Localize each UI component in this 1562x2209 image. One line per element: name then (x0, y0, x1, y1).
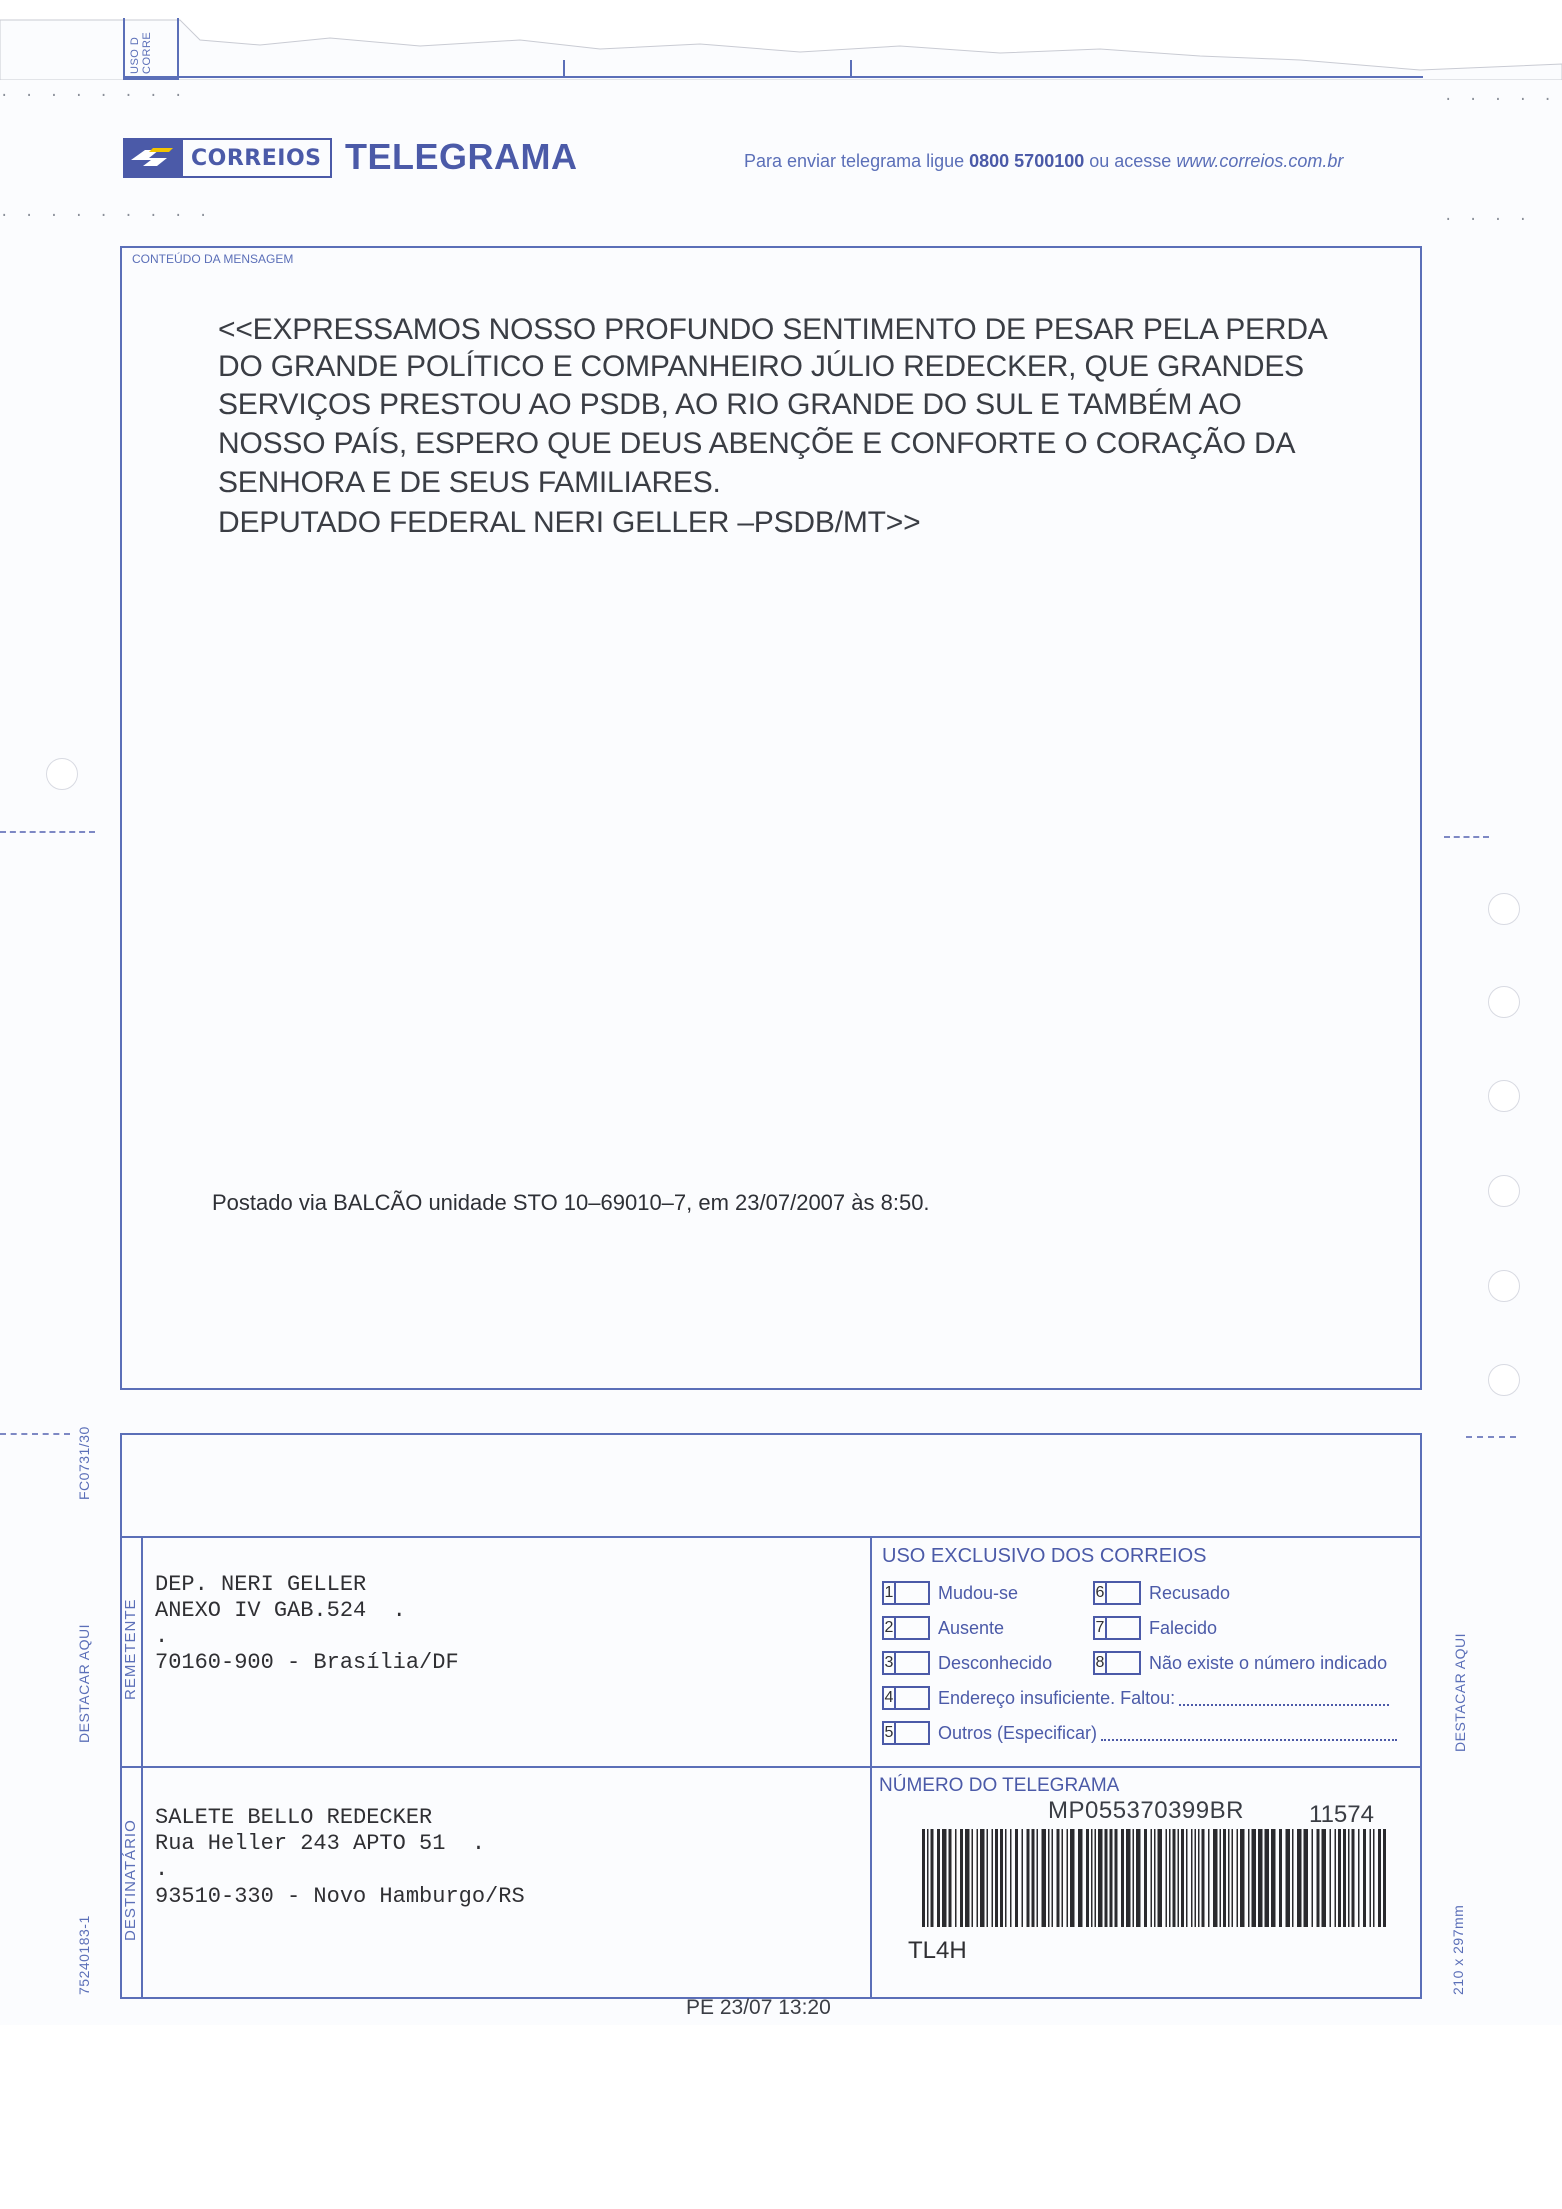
option-label: Desconhecido (938, 1652, 1053, 1673)
top-rule (123, 76, 1423, 78)
sender-line: 70160-900 - Brasília/DF (155, 1650, 459, 1675)
message-line: DO GRANDE POLÍTICO E COMPANHEIRO JÚLIO REDECKER, QUE GRANDES (218, 350, 1304, 383)
service-code: TL4H (908, 1937, 967, 1964)
option-endereco-insuficiente (882, 1685, 1389, 1711)
document-title: TELEGRAMA (345, 136, 578, 177)
posted-info: Postado via BALCÃO unidade STO 10–69010–7, em 23/07/2007 às 8:50. (212, 1190, 930, 1215)
punch-hole (1488, 893, 1520, 925)
option-number: 1 (882, 1581, 896, 1605)
recipient-line: 93510-330 - Novo Hamburgo/RS (155, 1884, 525, 1909)
message-label: CONTEÚDO DA MENSAGEM (132, 252, 294, 266)
option-number: 2 (882, 1616, 896, 1640)
sender-label: REMETENTE (122, 1598, 139, 1700)
sender-line: ANEXO IV GAB.524 . (155, 1598, 406, 1623)
option-mudou-se (882, 1580, 1018, 1606)
perforation-dots: · · · · · · · · (0, 88, 187, 104)
form-code-left: FC0731/30 (76, 1426, 92, 1500)
punch-hole (1488, 1080, 1520, 1112)
punch-hole (1488, 1175, 1520, 1207)
contact-site: www.correios.com.br (1176, 151, 1344, 171)
telegram-number: MP055370399BR (1048, 1797, 1244, 1824)
torn-edge-icon (0, 0, 1562, 80)
option-outros (882, 1720, 1397, 1746)
recipient-line: Rua Heller 243 APTO 51 . (155, 1831, 486, 1856)
perforation-dots: · · · · · · · · · (0, 208, 212, 224)
option-label: Recusado (1149, 1582, 1231, 1603)
option-label: Ausente (938, 1617, 1005, 1638)
punch-hole (1488, 1364, 1520, 1396)
message-line: DEPUTADO FEDERAL NERI GELLER –PSDB/MT>> (218, 506, 921, 539)
contact-mid: ou acesse (1084, 151, 1177, 171)
detach-label-left: DESTACAR AQUI (76, 1623, 92, 1743)
option-ausente (882, 1615, 1004, 1641)
fill-line (1101, 1725, 1397, 1741)
fill-line (1179, 1690, 1389, 1706)
paper-size-label: 210 x 297mm (1450, 1904, 1466, 1995)
option-number: 3 (882, 1651, 896, 1675)
sender-line: DEP. NERI GELLER (155, 1572, 367, 1597)
torn-stub (0, 0, 1562, 80)
postmark-stamp: PE 23/07 13:20 (686, 1996, 831, 2019)
option-label: Mudou-se (938, 1582, 1019, 1603)
message-line: SERVIÇOS PRESTOU AO PSDB, AO RIO GRANDE DO SUL E TAMBÉM AO (218, 388, 1242, 421)
punch-hole (46, 758, 78, 790)
option-desconhecido (882, 1650, 1052, 1676)
option-number: 4 (882, 1686, 896, 1710)
detach-label-right: DESTACAR AQUI (1452, 1632, 1468, 1752)
perforation-dots: · · · · · (1444, 92, 1556, 108)
top-tick (850, 60, 852, 78)
recipient-line: . (155, 1857, 169, 1882)
option-checkbox (1107, 1581, 1141, 1605)
option-number: 7 (1093, 1616, 1107, 1640)
option-label: Endereço insuficiente. Faltou: (938, 1687, 1176, 1708)
perforation-dots: · · · · (1444, 212, 1532, 228)
punch-hole (1488, 986, 1520, 1018)
uso-exclusivo-title: USO EXCLUSIVO DOS CORREIOS (882, 1545, 1207, 1567)
detach-line (0, 831, 95, 833)
contact-phone: 0800 5700100 (969, 151, 1085, 171)
barcode-icon (922, 1829, 1392, 1927)
option-number: 8 (1093, 1651, 1107, 1675)
corner-text-1: USO D (129, 36, 141, 74)
contact-line (744, 151, 1343, 172)
detach-line (1466, 1436, 1516, 1438)
option-falecido (1093, 1615, 1217, 1641)
form-code-bottom: 75240183-1 (76, 1915, 92, 1995)
address-divider (120, 1536, 1422, 1538)
detach-line (0, 1433, 70, 1435)
option-checkbox (1107, 1616, 1141, 1640)
correios-logo (123, 138, 332, 178)
telegram-number-title: NÚMERO DO TELEGRAMA (879, 1775, 1120, 1796)
option-checkbox (1107, 1651, 1141, 1675)
top-tick (563, 60, 565, 78)
corner-stub-text (129, 19, 153, 74)
option-number: 6 (1093, 1581, 1107, 1605)
punch-hole (1488, 1270, 1520, 1302)
option-checkbox (896, 1651, 930, 1675)
message-line: NOSSO PAÍS, ESPERO QUE DEUS ABENÇÕE E CONFORTE O CORAÇÃO DA (218, 427, 1296, 460)
option-checkbox (896, 1721, 930, 1745)
option-checkbox (896, 1616, 930, 1640)
recipient-label: DESTINATÁRIO (122, 1819, 139, 1941)
option-recusado (1093, 1580, 1230, 1606)
message-line: SENHORA E DE SEUS FAMILIARES. (218, 466, 721, 499)
option-checkbox (896, 1686, 930, 1710)
telegram-code: 11574 (1309, 1801, 1374, 1828)
side-label-divider (141, 1536, 143, 1999)
sender-line: . (155, 1624, 169, 1649)
option-label: Não existe o número indicado (1149, 1652, 1388, 1673)
column-divider (870, 1536, 872, 1999)
recipient-line: SALETE BELLO REDECKER (155, 1805, 433, 1830)
message-line: <<EXPRESSAMOS NOSSO PROFUNDO SENTIMENTO DE PESAR PELA PERDA (218, 313, 1328, 346)
corner-text-2: CORRE (141, 31, 153, 74)
option-number: 5 (882, 1721, 896, 1745)
correios-mark-icon (123, 138, 181, 178)
option-nao-existe (1093, 1650, 1387, 1676)
address-divider (120, 1766, 1422, 1768)
correios-wordmark: CORREIOS (181, 138, 332, 178)
contact-prefix: Para enviar telegrama ligue (744, 151, 970, 171)
option-label: Outros (Especificar) (938, 1722, 1098, 1743)
option-label: Falecido (1149, 1617, 1218, 1638)
detach-line (1444, 836, 1489, 838)
option-checkbox (896, 1581, 930, 1605)
